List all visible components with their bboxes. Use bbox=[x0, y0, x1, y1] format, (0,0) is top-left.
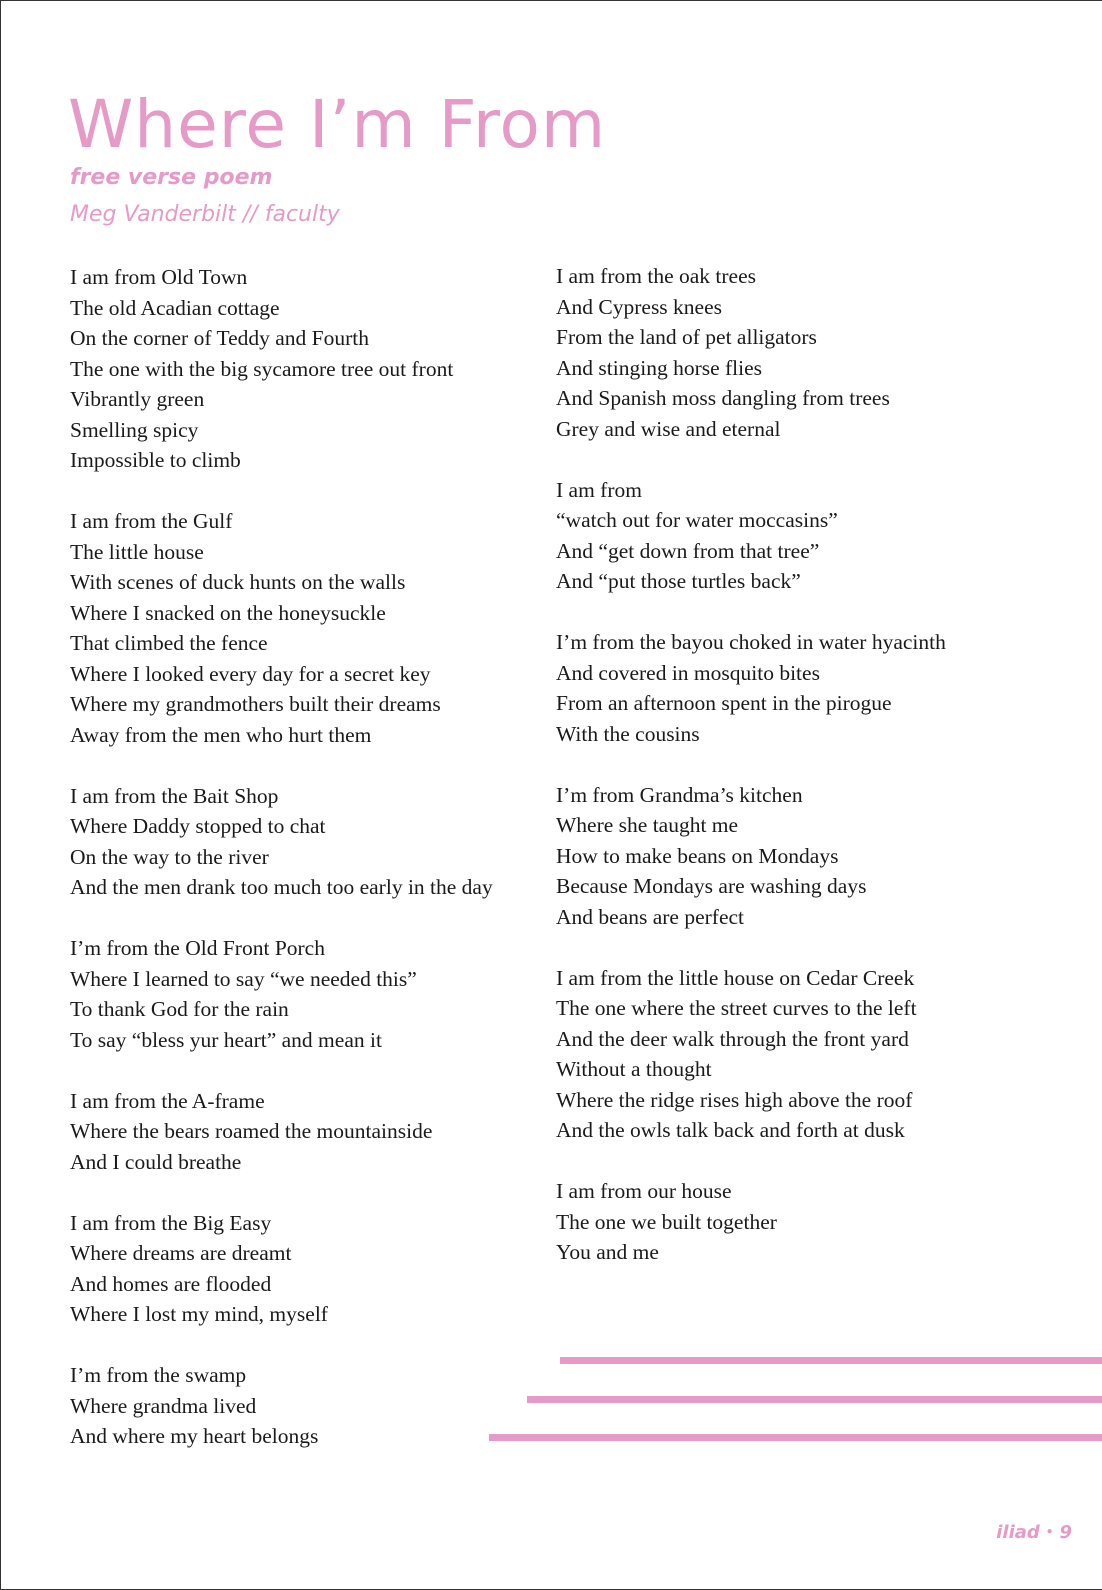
poem-line: And stinging horse flies bbox=[556, 355, 763, 380]
poem-line: The one with the big sycamore tree out front bbox=[70, 356, 454, 381]
poem-line: The little house bbox=[70, 539, 204, 564]
stanza bbox=[70, 781, 540, 903]
poem-line: Because Mondays are washing days bbox=[556, 874, 867, 898]
page-footer bbox=[996, 1521, 1072, 1544]
poem-line: Where she taught me bbox=[556, 813, 739, 837]
stanza bbox=[556, 261, 1036, 444]
poem-line: That climbed the fence bbox=[70, 631, 268, 655]
poem-line: To thank God for the rain bbox=[70, 997, 289, 1021]
poem-line: I am from the Big Easy bbox=[70, 1210, 272, 1235]
poem-line: Where grandma lived bbox=[70, 1393, 257, 1418]
poem-line: I am from the A-frame bbox=[70, 1088, 265, 1113]
poem-line: And the owls talk back and forth at dusk bbox=[556, 1118, 905, 1142]
poem-right-column bbox=[556, 261, 1036, 1298]
stanza bbox=[70, 1360, 540, 1452]
poem-line: Without a thought bbox=[556, 1057, 712, 1081]
poem-line: To say “bless yur heart” and mean it bbox=[70, 1027, 382, 1052]
poem-line: You and me bbox=[556, 1240, 659, 1264]
poem-line: And beans are perfect bbox=[556, 904, 745, 929]
poem-line: Where Daddy stopped to chat bbox=[70, 814, 326, 838]
poem-line: With scenes of duck hunts on the walls bbox=[70, 570, 406, 594]
poem-line: On the way to the river bbox=[70, 844, 269, 869]
poem-line: I am from Old Town bbox=[70, 265, 248, 289]
poem-line: Where I learned to say “we needed this” bbox=[70, 966, 417, 991]
poem-line: Where the ridge rises high above the roof bbox=[556, 1087, 913, 1112]
poem-line: Impossible to climb bbox=[70, 448, 241, 472]
poem-line: With the cousins bbox=[556, 721, 700, 746]
poem-line: Where I looked every day for a secret key bbox=[70, 661, 431, 686]
poem-line: Where the bears roamed the mountainside bbox=[70, 1119, 433, 1143]
poem-line: And “get down from that tree” bbox=[556, 538, 820, 563]
stanza bbox=[70, 506, 540, 750]
poem-line: Where I snacked on the honeysuckle bbox=[70, 600, 386, 625]
poem-line: I am from the Gulf bbox=[70, 509, 233, 533]
poem-line: Smelling spicy bbox=[70, 417, 199, 442]
poem-line: I am from bbox=[556, 477, 642, 502]
poem-line: And where my heart belongs bbox=[70, 1424, 319, 1448]
poem-line: Where I lost my mind, myself bbox=[70, 1302, 328, 1326]
stanza bbox=[70, 1086, 540, 1178]
poem-line: Where dreams are dreamt bbox=[70, 1241, 292, 1265]
poem-line: I’m from Grandma’s kitchen bbox=[556, 782, 803, 807]
poem-line: And covered in mosquito bites bbox=[556, 660, 820, 685]
poem-line: I’m from the swamp bbox=[70, 1363, 247, 1387]
poem-line: The one where the street curves to the left bbox=[556, 996, 917, 1020]
publication-name: iliad bbox=[996, 1522, 1040, 1543]
poem-line: From an afternoon spent in the pirogue bbox=[556, 691, 892, 715]
stanza bbox=[70, 1208, 540, 1330]
poem-line: From the land of pet alligators bbox=[556, 325, 817, 349]
poem-line: Away from the men who hurt them bbox=[70, 722, 372, 747]
poem-byline: Meg Vanderbilt // faculty bbox=[70, 202, 340, 227]
stanza bbox=[556, 1176, 1036, 1268]
stanza bbox=[556, 627, 1036, 749]
poem-line: The old Acadian cottage bbox=[70, 295, 280, 320]
poem-line: And homes are flooded bbox=[70, 1271, 272, 1296]
poem-line: And the deer walk through the front yard bbox=[556, 1026, 909, 1051]
poem-line: “watch out for water moccasins” bbox=[556, 508, 838, 532]
decorative-stripe bbox=[489, 1434, 1102, 1441]
poem-line: I am from the little house on Cedar Creek bbox=[556, 965, 915, 990]
poem-line: I’m from the bayou choked in water hyacinth bbox=[556, 630, 946, 654]
stanza bbox=[556, 963, 1036, 1146]
poem-line: Grey and wise and eternal bbox=[556, 416, 781, 441]
poem-line: How to make beans on Mondays bbox=[556, 843, 839, 868]
footer-separator: • bbox=[1045, 1525, 1054, 1539]
poem-left-column bbox=[70, 262, 540, 1482]
stanza bbox=[70, 933, 540, 1055]
poem-line: And I could breathe bbox=[70, 1149, 242, 1174]
poem-form: free verse poem bbox=[70, 165, 273, 190]
stanza bbox=[556, 780, 1036, 933]
poem-line: On the corner of Teddy and Fourth bbox=[70, 326, 370, 350]
poem-line: And Cypress knees bbox=[556, 294, 723, 319]
stanza bbox=[70, 262, 540, 476]
page-number: 9 bbox=[1059, 1522, 1072, 1543]
decorative-stripe bbox=[560, 1357, 1102, 1364]
poem-line: And “put those turtles back” bbox=[556, 569, 801, 593]
poem-line: Where my grandmothers built their dreams bbox=[70, 692, 441, 716]
poem-line: The one we built together bbox=[556, 1209, 777, 1234]
poem-line: I am from the oak trees bbox=[556, 264, 756, 288]
poem-line: I am from our house bbox=[556, 1179, 732, 1203]
poem-line: I am from the Bait Shop bbox=[70, 783, 279, 808]
stanza bbox=[556, 475, 1036, 597]
poem-title: Where I’m From bbox=[68, 86, 607, 163]
poem-line: I’m from the Old Front Porch bbox=[70, 936, 325, 960]
poem-line: Vibrantly green bbox=[70, 387, 205, 411]
poem-line: And Spanish moss dangling from trees bbox=[556, 386, 890, 410]
poem-line: And the men drank too much too early in the day bbox=[70, 875, 493, 899]
decorative-stripe bbox=[527, 1396, 1102, 1403]
